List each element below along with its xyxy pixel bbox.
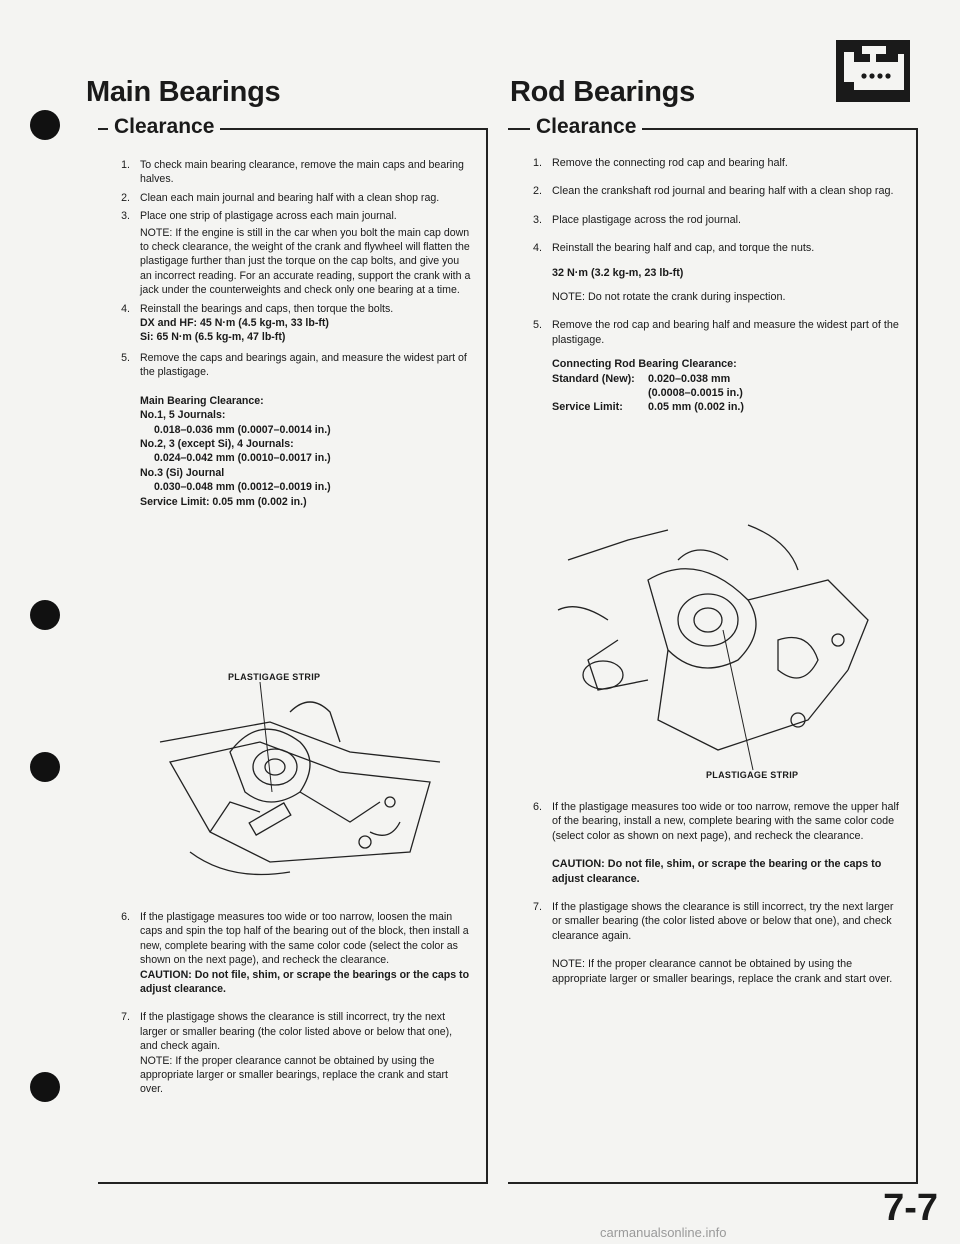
step-note: NOTE: If the engine is still in the car when you bolt the main cap down to check clearance, the weight of the crank and flywheel will flatten the plastigage further than just the torque on the cap bolts, and give you an incorrect reading. For an accurate reading, support the crank with a jack under the counterweights and check only one bearing at a time.	[140, 226, 471, 297]
step-note: NOTE: If the proper clearance cannot be obtained by using the appropriate larger or smaller bearings, replace the crank and start over.	[552, 958, 893, 985]
binder-hole	[30, 110, 60, 140]
caution-text: CAUTION: Do not file, shim, or scrape the bearings or the caps to adjust clearance.	[140, 968, 470, 996]
right-step-3	[524, 213, 902, 227]
page-number: 7-7	[883, 1187, 938, 1229]
main-bearings-heading: Main Bearings	[86, 76, 281, 108]
binder-hole	[30, 1072, 60, 1102]
step-text: Remove the caps and bearings again, and measure the widest part of the plastigage.	[140, 351, 467, 379]
step-text: Clean the crankshaft rod journal and bearing half with a clean shop rag.	[552, 185, 894, 198]
step-text: If the plastigage shows the clearance is still incorrect, try the next larger or smaller bearing (the color listed above or below that one), and check again.	[140, 1011, 453, 1053]
right-steps	[524, 156, 902, 419]
step-note: NOTE: Do not rotate the crank during inspection.	[552, 291, 786, 304]
rod-bearing-illustration	[548, 520, 888, 780]
watermark: carmanualsonline.info	[600, 1225, 727, 1240]
step-text: Reinstall the bearing half and cap, and torque the nuts.	[552, 242, 815, 255]
spec-title: Connecting Rod Bearing Clearance:	[552, 358, 737, 371]
right-step-6	[524, 800, 902, 886]
step-number: 5.	[121, 351, 130, 364]
left-step-2	[112, 191, 472, 205]
left-step-1	[112, 158, 472, 187]
torque-spec: Si: 65 N·m (6.5 kg-m, 47 lb-ft)	[140, 331, 286, 344]
service-limit: Service Limit: 0.05 mm (0.002 in.)	[140, 495, 307, 508]
step-number: 7.	[121, 1011, 130, 1024]
binder-hole	[30, 600, 60, 630]
left-steps	[112, 158, 472, 509]
right-clearance-title: Clearance	[530, 115, 642, 139]
step-number: 5.	[532, 319, 542, 332]
left-step-7	[112, 1010, 472, 1096]
step-number: 1.	[121, 159, 130, 171]
panel-right-rule	[508, 128, 522, 130]
left-steps-continued	[112, 910, 472, 1101]
step-note: NOTE: If the proper clearance cannot be obtained by using the appropriate larger or smaller bearings, replace the crank and start over.	[140, 1054, 448, 1096]
right-figure-label: PLASTIGAGE STRIP	[706, 770, 799, 780]
spec-value: 0.020–0.038 mm	[648, 372, 731, 385]
left-step-4	[112, 302, 472, 345]
step-number: 2.	[532, 185, 542, 198]
torque-spec: DX and HF: 45 N·m (4.5 kg-m, 33 lb-ft)	[140, 317, 329, 330]
step-text: If the plastigage measures too wide or too narrow, loosen the main caps and spin the top half of the bearing out of the block, then install a new, complete bearing with the same color code (select the color as shown on the next page), and recheck the clearance.	[140, 911, 469, 967]
spec-label: No.3 (Si) Journal	[140, 466, 225, 479]
spec-label: No.2, 3 (except Si), 4 Journals:	[140, 437, 294, 450]
spec-value: 0.018–0.036 mm (0.0007–0.0014 in.)	[154, 423, 331, 436]
step-number: 3.	[532, 213, 542, 226]
step-text: If the plastigage measures too wide or too narrow, remove the upper half of the bearing, install a new, complete bearing with the same color code (select color as shown on next page), and recheck the clearance.	[552, 801, 899, 842]
right-steps-continued	[524, 800, 902, 990]
step-text: Remove the connecting rod cap and bearing half.	[552, 157, 788, 169]
right-step-2	[524, 184, 902, 198]
step-text: If the plastigage shows the clearance is still incorrect, try the next larger or smaller bearing (the color listed above or below that one), and check clearance again.	[552, 901, 894, 942]
step-text: Place plastigage across the rod journal.	[552, 213, 742, 226]
left-figure-label: PLASTIGAGE STRIP	[228, 672, 321, 682]
step-number: 2.	[121, 191, 130, 204]
rod-bearings-heading: Rod Bearings	[510, 76, 695, 108]
step-number: 7.	[532, 901, 542, 914]
step-number: 1.	[532, 157, 542, 169]
binder-hole	[30, 752, 60, 782]
spec-value: 0.05 mm (0.002 in.)	[648, 401, 745, 414]
caution-text: CAUTION: Do not file, shim, or scrape the bearing or the caps to adjust clearance.	[552, 858, 882, 885]
spec-value: 0.030–0.048 mm (0.0012–0.0019 in.)	[154, 481, 331, 494]
left-step-6	[112, 910, 472, 996]
step-number: 4.	[121, 302, 130, 315]
left-step-3	[112, 209, 472, 297]
spec-label: No.1, 5 Journals:	[140, 409, 226, 422]
right-step-4	[524, 241, 902, 304]
step-text: Reinstall the bearings and caps, then torque the bolts.	[140, 302, 394, 315]
spec-title: Main Bearing Clearance:	[140, 394, 264, 407]
step-text: To check main bearing clearance, remove the main caps and bearing halves.	[140, 159, 464, 186]
main-bearing-illustration	[150, 682, 450, 892]
step-text: Remove the rod cap and bearing half and measure the widest part of the plastigage.	[552, 319, 899, 346]
left-clearance-title: Clearance	[108, 115, 220, 139]
step-number: 6.	[121, 911, 130, 923]
step-text: Place one strip of plastigage across each main journal.	[140, 210, 397, 223]
engine-icon	[836, 40, 910, 102]
step-text: Clean each main journal and bearing half with a clean shop rag.	[140, 191, 440, 204]
torque-spec: 32 N·m (3.2 kg-m, 23 lb-ft)	[552, 266, 684, 279]
right-step-7	[524, 900, 902, 986]
spec-value: (0.0008–0.0015 in.)	[648, 387, 743, 400]
spec-value: 0.024–0.042 mm (0.0010–0.0017 in.)	[154, 452, 331, 465]
right-step-5	[524, 318, 902, 414]
step-number: 6.	[532, 801, 542, 813]
right-step-1	[524, 156, 902, 170]
step-number: 3.	[121, 210, 130, 223]
step-number: 4.	[532, 242, 542, 255]
left-step-5	[112, 351, 472, 380]
main-bearing-clearance-spec	[112, 394, 472, 509]
spec-label: Standard (New):	[552, 372, 635, 385]
rod-bearing-clearance-spec	[552, 357, 902, 415]
spec-label: Service Limit:	[552, 401, 623, 414]
